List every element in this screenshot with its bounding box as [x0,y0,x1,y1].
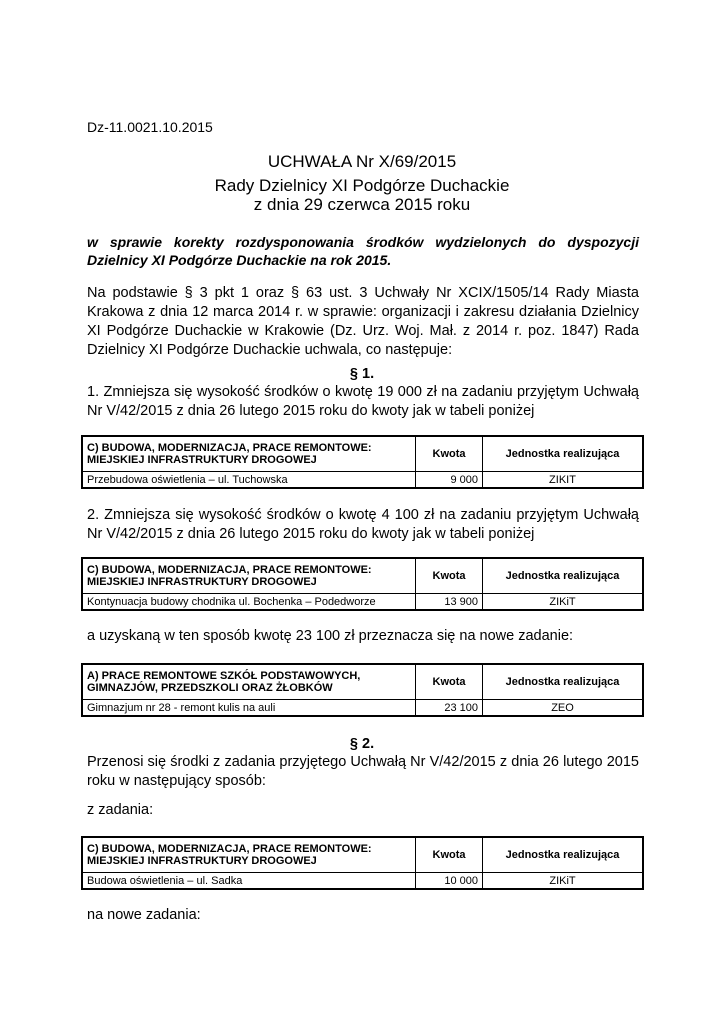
new-task-intro: a uzyskaną w ten sposób kwotę 23 100 zł przeznacza się na nowe zadanie: [87,628,574,644]
table-2 [81,557,644,611]
document-reference: Dz-11.0021.10.2015 [87,119,213,135]
table-header-row [82,664,643,700]
task-cell: Budowa oświetlenia – ul. Sadka [82,873,416,890]
category-header: C) BUDOWA, MODERNIZACJA, PRACE REMONTOWE: MIEJSKIEJ INFRASTRUKTURY DROGOWEJ [82,837,416,873]
table-1 [81,435,644,489]
resolution-subject: w sprawie korekty rozdysponowania środków wydzielonych do dyspozycji Dzielnicy XI Podgórze Duchackie na rok 2015. [87,234,639,268]
table-header-row [82,558,643,594]
from-task-label: z zadania: [87,802,154,818]
unit-header: Jednostka realizująca [483,558,644,594]
table-row [82,873,643,890]
resolution-title: UCHWAŁA Nr X/69/2015 [267,152,457,171]
category-header: A) PRACE REMONTOWE SZKÓŁ PODSTAWOWYCH, GIMNAZJÓW, PRZEDSZKOLI ORAZ ŻŁOBKÓW [82,664,416,700]
table-4 [81,836,644,890]
unit-cell: ZIKIT [483,472,644,489]
table-3 [81,663,644,717]
section-2-text: Przenosi się środki z zadania przyjętego Uchwałą Nr V/42/2015 z dnia 26 lutego 2015 roku w następujący sposób: [87,754,639,789]
amount-cell: 23 100 [416,700,483,717]
amount-header: Kwota [416,664,483,700]
amount-header: Kwota [416,837,483,873]
unit-cell: ZEO [483,700,644,717]
amount-cell: 9 000 [416,472,483,489]
task-cell: Gimnazjum nr 28 - remont kulis na auli [82,700,416,717]
unit-cell: ZIKiT [483,873,644,890]
table-row [82,472,643,489]
table-header-row [82,837,643,873]
amount-header: Kwota [416,558,483,594]
category-header: C) BUDOWA, MODERNIZACJA, PRACE REMONTOWE: MIEJSKIEJ INFRASTRUKTURY DROGOWEJ [82,558,416,594]
table-row [82,700,643,717]
unit-header: Jednostka realizująca [483,837,644,873]
amount-header: Kwota [416,436,483,472]
amount-cell: 13 900 [416,594,483,611]
point-1-text: 1. Zmniejsza się wysokość środków o kwotę 19 000 zł na zadaniu przyjętym Uchwałą Nr V/42/2015 z dnia 26 lutego 2015 roku do kwoty jak w tabeli poniżej [87,384,639,419]
unit-header: Jednostka realizująca [483,664,644,700]
category-header: C) BUDOWA, MODERNIZACJA, PRACE REMONTOWE: MIEJSKIEJ INFRASTRUKTURY DROGOWEJ [82,436,416,472]
task-cell: Przebudowa oświetlenia – ul. Tuchowska [82,472,416,489]
table-header-row [82,436,643,472]
table-row [82,594,643,611]
section-1-mark: § 1. [349,366,375,382]
legal-basis: Na podstawie § 3 pkt 1 oraz § 63 ust. 3 Uchwały Nr XCIX/1505/14 Rady Miasta Krakowa z dnia 12 marca 2014 r. w sprawie: organizacji i zakresu działania Dzielnicy XI Podgórze Duchackie w Krakowie (Dz. Urz. Woj. Mał. z 2014 r. poz. 1847) Rada Dzielnicy XI Podgórze Duchackie uchwala, co następuje: [87,285,639,358]
amount-cell: 10 000 [416,873,483,890]
unit-header: Jednostka realizująca [483,436,644,472]
to-tasks-label: na nowe zadania: [87,907,201,923]
task-cell: Kontynuacja budowy chodnika ul. Bochenka – Podedworze [82,594,416,611]
section-2-mark: § 2. [349,736,375,752]
point-2-text: 2. Zmniejsza się wysokość środków o kwotę 4 100 zł na zadaniu przyjętym Uchwałą Nr V/42/2015 z dnia 26 lutego 2015 roku do kwoty jak w tabeli poniżej [87,507,639,542]
resolution-date: z dnia 29 czerwca 2015 roku [253,195,471,214]
unit-cell: ZIKiT [483,594,644,611]
council-name: Rady Dzielnicy XI Podgórze Duchackie [214,176,510,195]
